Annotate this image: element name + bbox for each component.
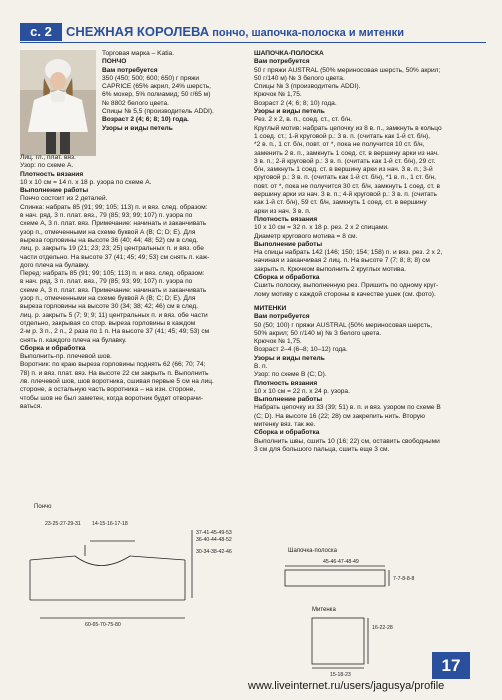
text-line: Выполнить швы, сшить 10 (16; 22) см, оставить свободными bbox=[254, 437, 440, 445]
title-subtitle: пончо, шапочка-полоска и митенки bbox=[209, 27, 404, 39]
text-line: 50 г/140 м) № 3 белого цвета. bbox=[254, 74, 345, 82]
hat-diagram-title: Шапочка-полоска bbox=[288, 548, 337, 554]
title-main: СНЕЖНАЯ КОРОЛЕВА bbox=[66, 24, 210, 39]
section-heading: Выполнение работы bbox=[254, 396, 323, 404]
text-line: № 8802 белого цвета. bbox=[102, 99, 170, 107]
text-line: снять п. каждого плеча на булавку. bbox=[20, 336, 127, 344]
section-heading: Вам потребуется bbox=[102, 66, 158, 74]
poncho-diagram-title: Пончо bbox=[34, 504, 52, 510]
text-line: лиц. р. закрыть 5 (7; 9; 9; 11) центральных п. и вяз. обе части bbox=[20, 311, 208, 319]
text-line: 10 х 10 см = 32 п. х 18 р. рез. 2 х 2 спицами. bbox=[254, 224, 389, 232]
page-number: 17 bbox=[432, 652, 470, 679]
text-line: Спицы № 3 (производитель ADDI). bbox=[254, 83, 361, 91]
text-line: арки из нач. 3 в. п. bbox=[254, 207, 311, 215]
section-heading: Выполнение работы bbox=[254, 240, 323, 248]
text-line: 50% акрил; 50 г/140 м) № 3 белого цвета. bbox=[254, 329, 382, 337]
poncho-height-3-label: 30-34-38-42-46 bbox=[196, 549, 232, 555]
text-line: Перед: набрать 85 (91; 99; 105; 113) п. и вяз. след. образом: bbox=[20, 270, 205, 278]
text-line: в нач. ряд. 3 п. плат. вяз., 79 (85; 93; 99; 107) п. узора по bbox=[20, 278, 193, 286]
text-line: 3 см для большого пальца, сшить еще 3 см. bbox=[254, 445, 390, 453]
text-line: 2-м р. 3 п., 2 п., 2 раза по 1 п. На высоте 37 (41; 45; 49; 53) см bbox=[20, 328, 210, 336]
text-line: 10 х 10 см = 22 п. х 24 р. узора. bbox=[254, 387, 350, 395]
text-line: заменить 2 в. п., замкнуть 1 соед. ст. в вершину арки из нач. bbox=[254, 149, 439, 157]
mitten-width-label: 15-18-23 bbox=[330, 672, 351, 678]
text-line: в нач. ряд. 3 п. плат. вяз., 79 (85; 93; 99; 107) п. узора по bbox=[20, 212, 193, 220]
text-line: 78) п. и вяз. плат. вяз. На высоте 22 см закрыть п. Выполнить bbox=[20, 369, 209, 377]
text-line: части отдельно. На высоте 37 (41; 45; 49; 53) см снять п. каж- bbox=[20, 253, 210, 261]
text-line: как 1-й ст. б/н), 59 ст. б/н, замкнуть 1 соед. ст. в вершину bbox=[254, 199, 427, 207]
text-line: стороне, а остальную часть воротника – на изн. стороне, bbox=[20, 386, 196, 394]
section-heading: Возраст 2 (4; 6; 8; 10) года. bbox=[102, 116, 189, 124]
text-line: схеме А, 3 п. плат. вяз. Примечание: начинать и заканчивать bbox=[20, 286, 207, 294]
text-line: В. п. bbox=[254, 362, 268, 370]
text-line: 3 в. п.; 2-й круговой р.: 3 в. п. (считать как 1-й ст. б/н), 29 ст. bbox=[254, 157, 436, 165]
section-heading: Узоры и виды петель bbox=[254, 108, 325, 116]
watermark-url: www.liveinternet.ru/users/jagusya/profile bbox=[248, 680, 445, 692]
section-heading: Узоры и виды петель bbox=[102, 124, 173, 132]
poncho-shoulder-label: 14-15-16-17-18 bbox=[92, 521, 128, 527]
poncho-neck-label: 23-25-27-29-31 bbox=[45, 521, 81, 527]
section-heading: МИТЕНКИ bbox=[254, 304, 287, 312]
text-line: 10 х 10 см = 14 п. х 18 р. узора по схеме А. bbox=[20, 178, 152, 186]
text-line: *2 в. п., 1 ст. б/н, повт. от *, пока не получится 10 ст. б/н, bbox=[254, 141, 425, 149]
text-line: Лиц. гл., плат. вяз. bbox=[20, 154, 76, 161]
hat-width-label: 45-46-47-48-49 bbox=[323, 559, 359, 565]
text-line: 350 (450; 500; 600; 650) г пряжи bbox=[102, 74, 200, 82]
text-line: Воротник: по краю выреза горловины поднять 62 (66; 70; 74; bbox=[20, 361, 206, 369]
section-heading: Плотность вязания bbox=[254, 215, 318, 223]
text-line: 1 соед. ст.; 1-й круговой р.: 3 в. п. (считать как 1-й ст. б/н), bbox=[254, 132, 431, 140]
text-line: узор п., отмеченными на схеме буквой А (В; С; D; E). Для bbox=[20, 228, 196, 236]
text-line: лиц. р. закрыть 19 (21; 23; 23; 25) центральных п. и вяз. обе bbox=[20, 245, 204, 253]
text-line: круговой р.: 3 в. п. (считать как 1-й ст. б/н), *1 в. п., 1 ст. б/н, bbox=[254, 174, 436, 182]
text-line: Набрать цепочку из 33 (39; 51) в. п. и вяз. узором по схеме В bbox=[254, 404, 441, 412]
text-line: начиная и заканчивая 2 лиц. п. На высоте 7 (7; 8; 8; 8) см bbox=[254, 257, 430, 265]
text-line: Спинка: набрать 85 (91; 99; 105; 113) п. и вяз. след. образом: bbox=[20, 203, 208, 211]
section-heading: Выполнение работы bbox=[20, 187, 89, 195]
text-line: Рез. 2 х 2, в. п., соед. ст., ст. б/н. bbox=[254, 116, 352, 124]
text-line: лому мотиву с каждой стороны в качестве ушек (см. фото). bbox=[254, 290, 436, 298]
text-line: Диаметр кругового мотива = 8 см. bbox=[254, 232, 358, 240]
text-line: чтобы шов не был заметен, когда воротник будет отворачи- bbox=[20, 394, 204, 402]
text-line: На спицы набрать 142 (146; 150; 154; 158) п. и вяз. рез. 2 х 2, bbox=[254, 249, 443, 257]
section-heading: Сборка и обработка bbox=[254, 429, 320, 437]
text-line: Круглый мотив: набрать цепочку из 8 в. п., замкнуть в кольцо bbox=[254, 124, 442, 132]
text-line: (С; D). На высоте 16 (22; 28) см закрепить нить. Вторую bbox=[254, 412, 425, 420]
text-line: повт. от *, пока не получится 30 ст. б/н, замкнуть 1 соед. ст. в bbox=[254, 182, 441, 190]
section-badge: с. 2 bbox=[20, 23, 62, 41]
text-line: закрыть п. Крючком выполнить 2 круглых мотива. bbox=[254, 265, 406, 273]
section-heading: Плотность вязания bbox=[254, 379, 318, 387]
text-line: Выполнить-пр. плечевой шов. bbox=[20, 353, 112, 361]
poncho-width-label: 60-65-70-75-80 bbox=[85, 622, 121, 628]
text-line: Крючок № 1,75. bbox=[254, 91, 302, 99]
text-line: схеме А, 3 п. плат. вяз. Примечание: начинать и заканчивать bbox=[20, 220, 207, 228]
section-heading: ШАПОЧКА-ПОЛОСКА bbox=[254, 50, 324, 57]
hat-height-label: 7-7-8-8-8 bbox=[393, 576, 415, 582]
text-line: выреза горловины на высоте 30 (34; 38; 42; 46) см в след. bbox=[20, 303, 199, 311]
text-line: Торговая марка – Katia. bbox=[102, 50, 175, 57]
text-line: Узор: по схеме А. bbox=[20, 162, 74, 170]
section-heading: Сборка и обработка bbox=[20, 344, 86, 352]
section-heading: Сборка и обработка bbox=[254, 274, 320, 282]
text-line: Узор: по схеме В (С; D). bbox=[254, 371, 327, 379]
text-line: Крючок № 1,75. bbox=[254, 338, 302, 346]
text-line: ваться. bbox=[20, 402, 43, 410]
section-heading: ПОНЧО bbox=[102, 58, 127, 66]
text-line: 50 (50; 100) г пряжи AUSTRAL (50% мериносовая шерсть, bbox=[254, 321, 433, 329]
text-line: вершину арки из нач. 3 в. п.; 4-й круговой р.: 3 в. п. (считать bbox=[254, 191, 437, 199]
section-heading: Узоры и виды петель bbox=[254, 354, 325, 362]
text-line: б/н, замкнуть 1 соед. ст. в вершину арки из нач. 3 в. п.; 3-й bbox=[254, 166, 433, 174]
text-line: лв. плечевой шов, шов воротника, сшивая первые 5 см на лиц. bbox=[20, 378, 214, 386]
poncho-height-2-label: 36-40-44-48-52 bbox=[196, 537, 232, 543]
text-line: 6% мохер, 5% полиамид; 50 г/65 м) bbox=[102, 91, 211, 99]
text-line: Пончо состоит из 2 деталей. bbox=[20, 195, 108, 203]
text-line: 50 г пряжи AUSTRAL (50% мериносовая шерсть, 50% акрил; bbox=[254, 66, 441, 74]
text-line: отдельно, закрывая со стор. выреза горловины в каждом bbox=[20, 319, 196, 327]
section-heading: Вам потребуется bbox=[254, 313, 310, 321]
text-line: дого плеча на булавку. bbox=[20, 261, 90, 269]
text-line: Возраст 2–4 (6–8; 10–12) года. bbox=[254, 346, 348, 354]
text-line: узор п., отмеченными на схеме буквой А (В; С; D; E). Для bbox=[20, 295, 196, 303]
text-line: выреза горловины на высоте 36 (40; 44; 48; 52) см в след. bbox=[20, 236, 199, 244]
text-line: Возраст 2 (4; 6; 8; 10) года. bbox=[254, 99, 337, 107]
section-heading: Вам потребуется bbox=[254, 58, 310, 66]
poncho-height-1-label: 37-41-45-49-53 bbox=[196, 530, 232, 536]
text-line: митенку вяз. так же. bbox=[254, 421, 316, 429]
mitten-diagram-title: Митенка bbox=[312, 607, 336, 613]
text-line: Сшить полоску, выполненную рез. Пришить по одному круг- bbox=[254, 282, 439, 290]
mitten-height-label: 16-22-28 bbox=[372, 625, 393, 631]
text-line: CAPRICE (65% акрил, 24% шерсть, bbox=[102, 83, 212, 91]
text-line: Спицы № 5,5 (производитель ADDI). bbox=[102, 108, 214, 116]
section-heading: Плотность вязания bbox=[20, 170, 84, 178]
